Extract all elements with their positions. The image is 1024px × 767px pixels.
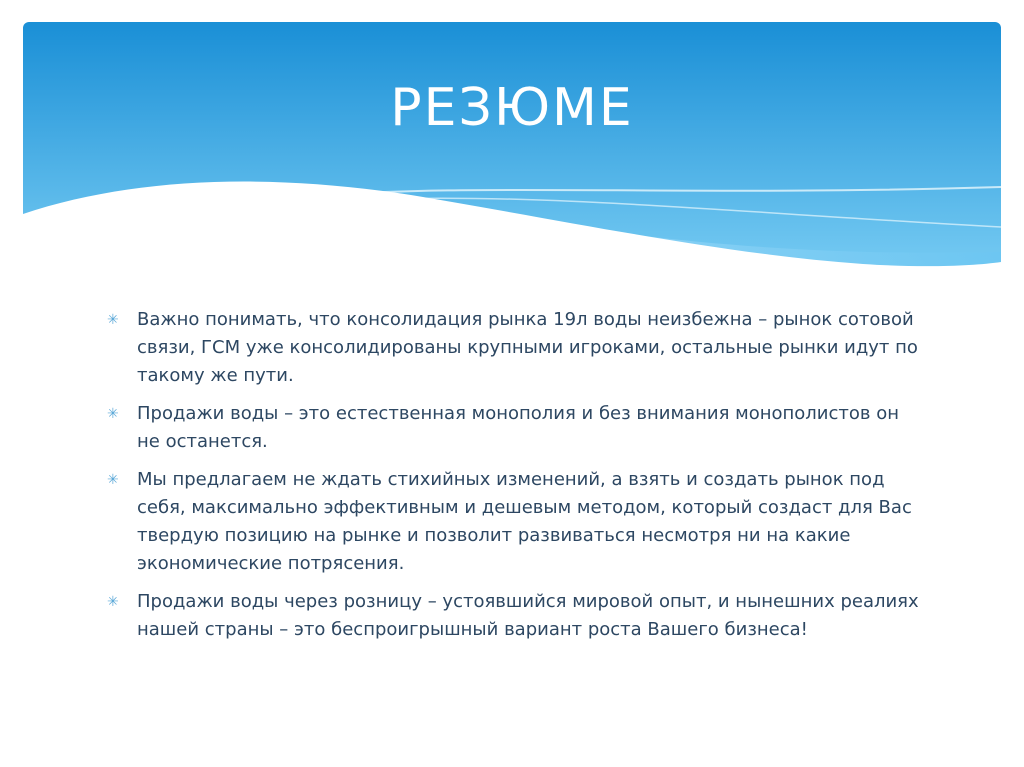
slide-title: РЕЗЮМЕ bbox=[390, 78, 634, 138]
asterisk-bullet-icon: ✳ bbox=[107, 312, 119, 328]
bullet-text: Мы предлагаем не ждать стихийных изменений, а взять и создать рынок под себя, максимально эффективным и дешевым методом, который создаст для Вас твердую позицию на рынке и позволит развиваться несмотря ни на какие экономические потрясения. bbox=[137, 469, 912, 574]
bullet-list bbox=[107, 306, 927, 654]
asterisk-bullet-icon: ✳ bbox=[107, 406, 119, 422]
bullet-text: Продажи воды – это естественная монополия и без внимания монополистов он не останется. bbox=[137, 403, 899, 452]
slide bbox=[23, 22, 1001, 742]
bullet-text: Продажи воды через розницу – устоявшийся мировой опыт, и нынешних реалиях нашей страны – это беспроигрышный вариант роста Вашего бизнеса! bbox=[137, 591, 919, 640]
slide-header bbox=[23, 22, 1001, 292]
list-item bbox=[107, 588, 927, 644]
list-item bbox=[107, 306, 927, 390]
asterisk-bullet-icon: ✳ bbox=[107, 472, 119, 488]
asterisk-bullet-icon: ✳ bbox=[107, 594, 119, 610]
bullet-text: Важно понимать, что консолидация рынка 19л воды неизбежна – рынок сотовой связи, ГСМ уже консолидированы крупными игроками, остальные рынки идут по такому же пути. bbox=[137, 309, 918, 386]
header-wave-background bbox=[23, 22, 1001, 292]
list-item bbox=[107, 400, 927, 456]
list-item bbox=[107, 466, 927, 578]
